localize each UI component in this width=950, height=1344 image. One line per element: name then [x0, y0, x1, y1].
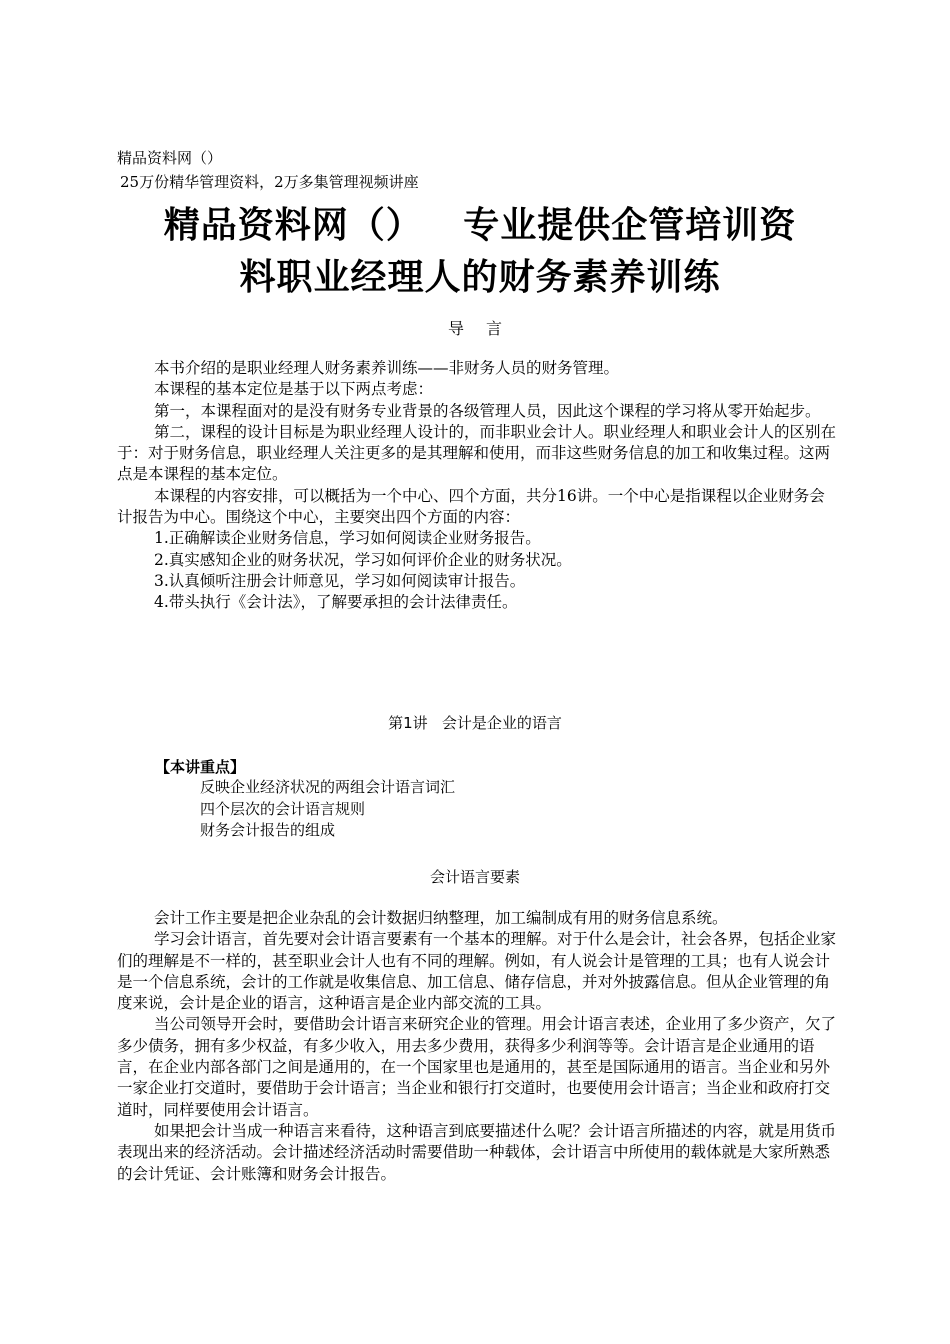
title-line1: 精品资料网（） 专业提供企管培训资: [163, 205, 797, 246]
intro-list-item: 3.认真倾听注册会计师意见，学习如何阅读审计报告。: [154, 571, 526, 590]
intro-paragraph: 第一，本课程面对的是没有财务专业背景的各级管理人员，因此这个课程的学习将从零开始起步。: [154, 401, 821, 420]
intro-heading: 导言: [447, 319, 524, 338]
intro-list-item: 4.带头执行《会计法》，了解要承担的会计法律责任。: [154, 593, 518, 612]
lecture-paragraph: 当公司领导开会时，要借助会计语言来研究企业的管理。用会计语言表述，企业用了多少资产，欠了多少债务，拥有多少权益，有多少收入，用去多少费用，获得多少利润等等。会计语言是企业通用的语言，在企业内部各部门之间是通用的，在一个国家里也是通用的，甚至是国际通用的语言。当企业和另外一家企业打交道时，要借助于会计语言；当企业和银行打交道时，也要使用会计语言；当企业和政府打交道时，同样要使用会计语言。: [117, 1015, 837, 1119]
intro-paragraph: 本书介绍的是职业经理人财务素养训练——非财务人员的财务管理。: [154, 359, 620, 377]
lecture-paragraph: 学习会计语言，首先要对会计语言要素有一个基本的理解。对于什么是会计，社会各界，包括企业家们的理解是不一样的，甚至职业会计人也有不同的理解。例如，有人说会计是管理的工具；也有人说会计是一个信息系统，会计的工作就是收集信息、加工信息、储存信息，并对外披露信息。但从企业管理的角度来说，会计是企业的语言，这种语言是企业内部交流的工具。: [117, 930, 837, 1013]
lecture-body: [117, 908, 839, 1185]
lecture-heading: 第1讲 会计是企业的语言: [388, 714, 562, 732]
keypoint-item: 反映企业经济状况的两组会计语言词汇: [200, 778, 456, 796]
site-header-line2: 25万份精华管理资料，2万多集管理视频讲座: [120, 173, 419, 191]
lecture-paragraph: 如果把会计当成一种语言来看待，这种语言到底要描述什么呢？会计语言所描述的内容，就是用货币表现出来的经济活动。会计描述经济活动时需要借助一种载体，会计语言中所使用的载体就是大家所熟悉的会计凭证、会计账簿和财务会计报告。: [117, 1121, 837, 1183]
keypoints-label: 【本讲重点】: [155, 758, 246, 776]
section-heading: 会计语言要素: [429, 868, 520, 886]
intro-paragraph: 本课程的内容安排，可以概括为一个中心、四个方面，共分16讲。一个中心是指课程以企业财务会计报告为中心。围绕这个中心，主要突出四个方面的内容：: [117, 486, 825, 527]
intro-paragraph: 本课程的基本定位是基于以下两点考虑：: [154, 380, 434, 399]
document-title: [100, 200, 860, 304]
keypoint-item: 财务会计报告的组成: [200, 821, 336, 839]
intro-body: [117, 358, 839, 614]
keypoint-item: 四个层次的会计语言规则: [200, 799, 366, 818]
title-line2: 料职业经理人的财务素养训练: [239, 257, 721, 298]
intro-paragraph: 第二，课程的设计目标是为职业经理人设计的，而非职业会计人。职业经理人和职业会计人的区别在于：对于财务信息，职业经理人关注更多的是其理解和使用，而非这些财务信息的加工和收集过程。这两点是本课程的基本定位。: [117, 422, 837, 484]
intro-list-item: 2.真实感知企业的财务状况，学习如何评价企业的财务状况。: [154, 550, 572, 569]
intro-list-item: 1.正确解读企业财务信息，学习如何阅读企业财务报告。: [154, 529, 541, 548]
lecture-paragraph: 会计工作主要是把企业杂乱的会计数据归纳整理，加工编制成有用的财务信息系统。: [154, 909, 728, 927]
site-header-line1: 精品资料网（）: [117, 149, 223, 167]
keypoints-list: [200, 777, 455, 842]
